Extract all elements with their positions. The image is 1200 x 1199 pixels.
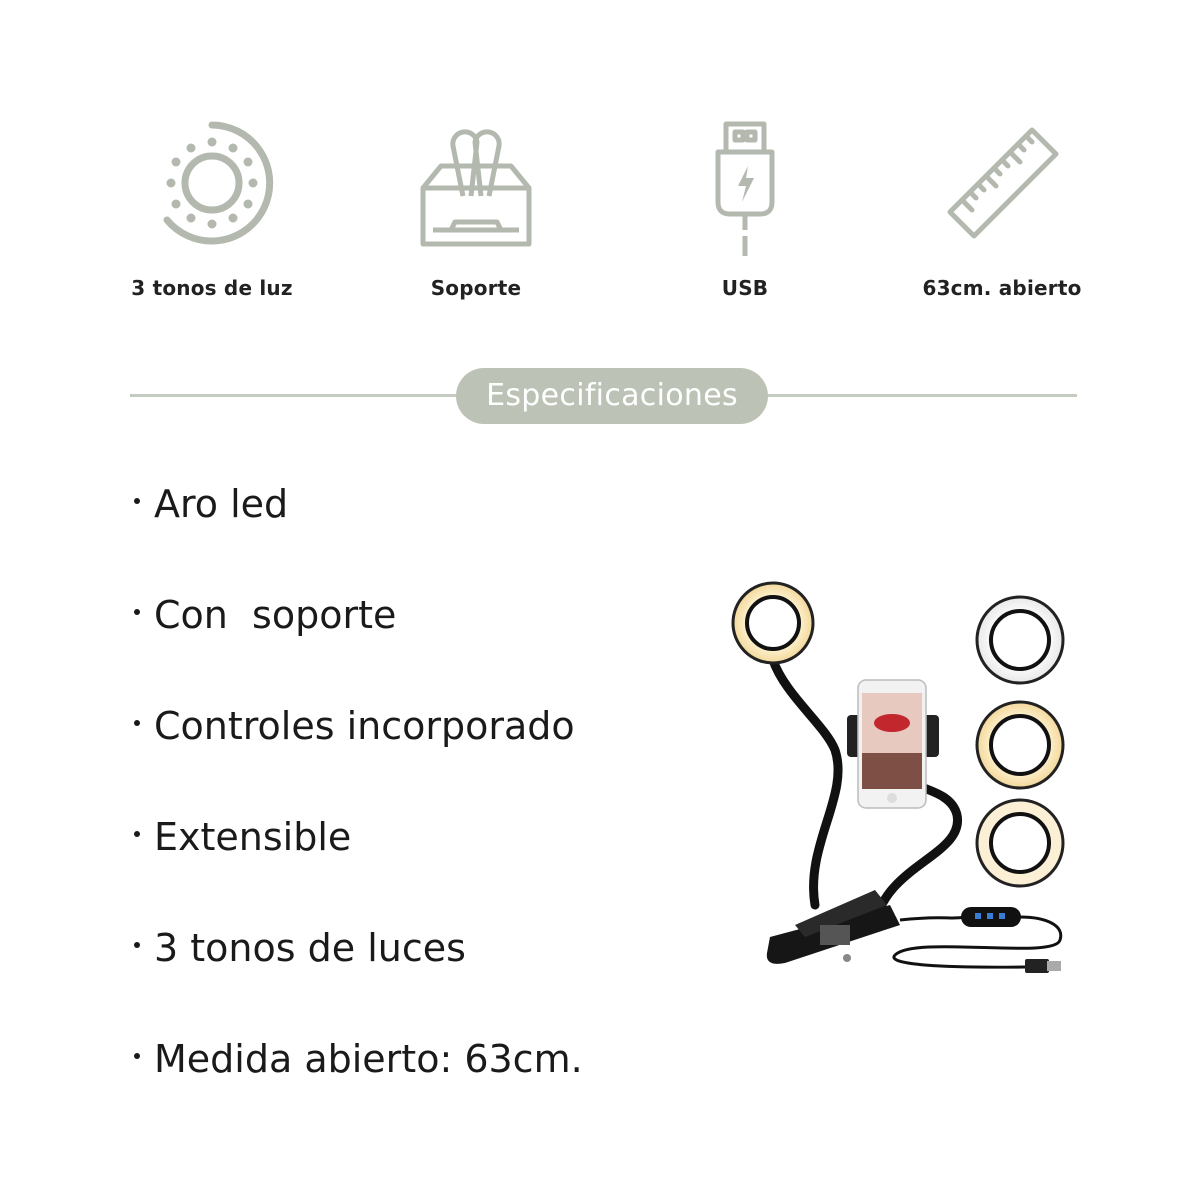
spec-text: 3 tonos de luces — [154, 926, 466, 970]
feature-usb — [625, 118, 865, 300]
feature-label: USB — [721, 276, 769, 300]
feature-support — [356, 118, 596, 300]
spec-item — [130, 482, 288, 526]
spec-text: Medida abierto: 63cm. — [154, 1037, 583, 1081]
feature-light-tones — [92, 118, 332, 300]
phone-holder — [847, 680, 939, 808]
feature-label: 3 tonos de luz — [131, 276, 293, 300]
ring-light-icon — [147, 118, 277, 248]
tone-warm — [977, 702, 1063, 788]
feature-label: Soporte — [430, 276, 522, 300]
spec-item — [130, 593, 396, 637]
spec-item — [130, 1037, 583, 1081]
tone-cool — [977, 597, 1063, 683]
usb-plug-icon — [680, 118, 810, 258]
spec-item — [130, 926, 466, 970]
spec-text: Con soporte — [154, 593, 397, 637]
ruler-icon — [932, 118, 1072, 248]
bullet — [134, 720, 140, 726]
spec-text: Aro led — [154, 482, 289, 526]
spec-text: Extensible — [154, 815, 352, 859]
section-title: Especificaciones — [456, 368, 768, 424]
binder-clip-icon — [411, 118, 541, 248]
spec-item — [130, 815, 351, 859]
ring-light-main — [733, 583, 813, 663]
feature-length — [882, 118, 1122, 300]
bullet — [134, 498, 140, 504]
bullet — [134, 831, 140, 837]
bullet — [134, 609, 140, 615]
feature-label: 63cm. abierto — [922, 276, 1082, 300]
tone-neutral — [977, 800, 1063, 886]
spec-item — [130, 704, 575, 748]
divider-left — [130, 394, 460, 397]
clamp — [767, 890, 900, 964]
spec-text: Controles incorporado — [154, 704, 575, 748]
bullet — [134, 942, 140, 948]
product-image — [725, 565, 1085, 985]
divider-right — [764, 394, 1077, 397]
bullet — [134, 1053, 140, 1059]
